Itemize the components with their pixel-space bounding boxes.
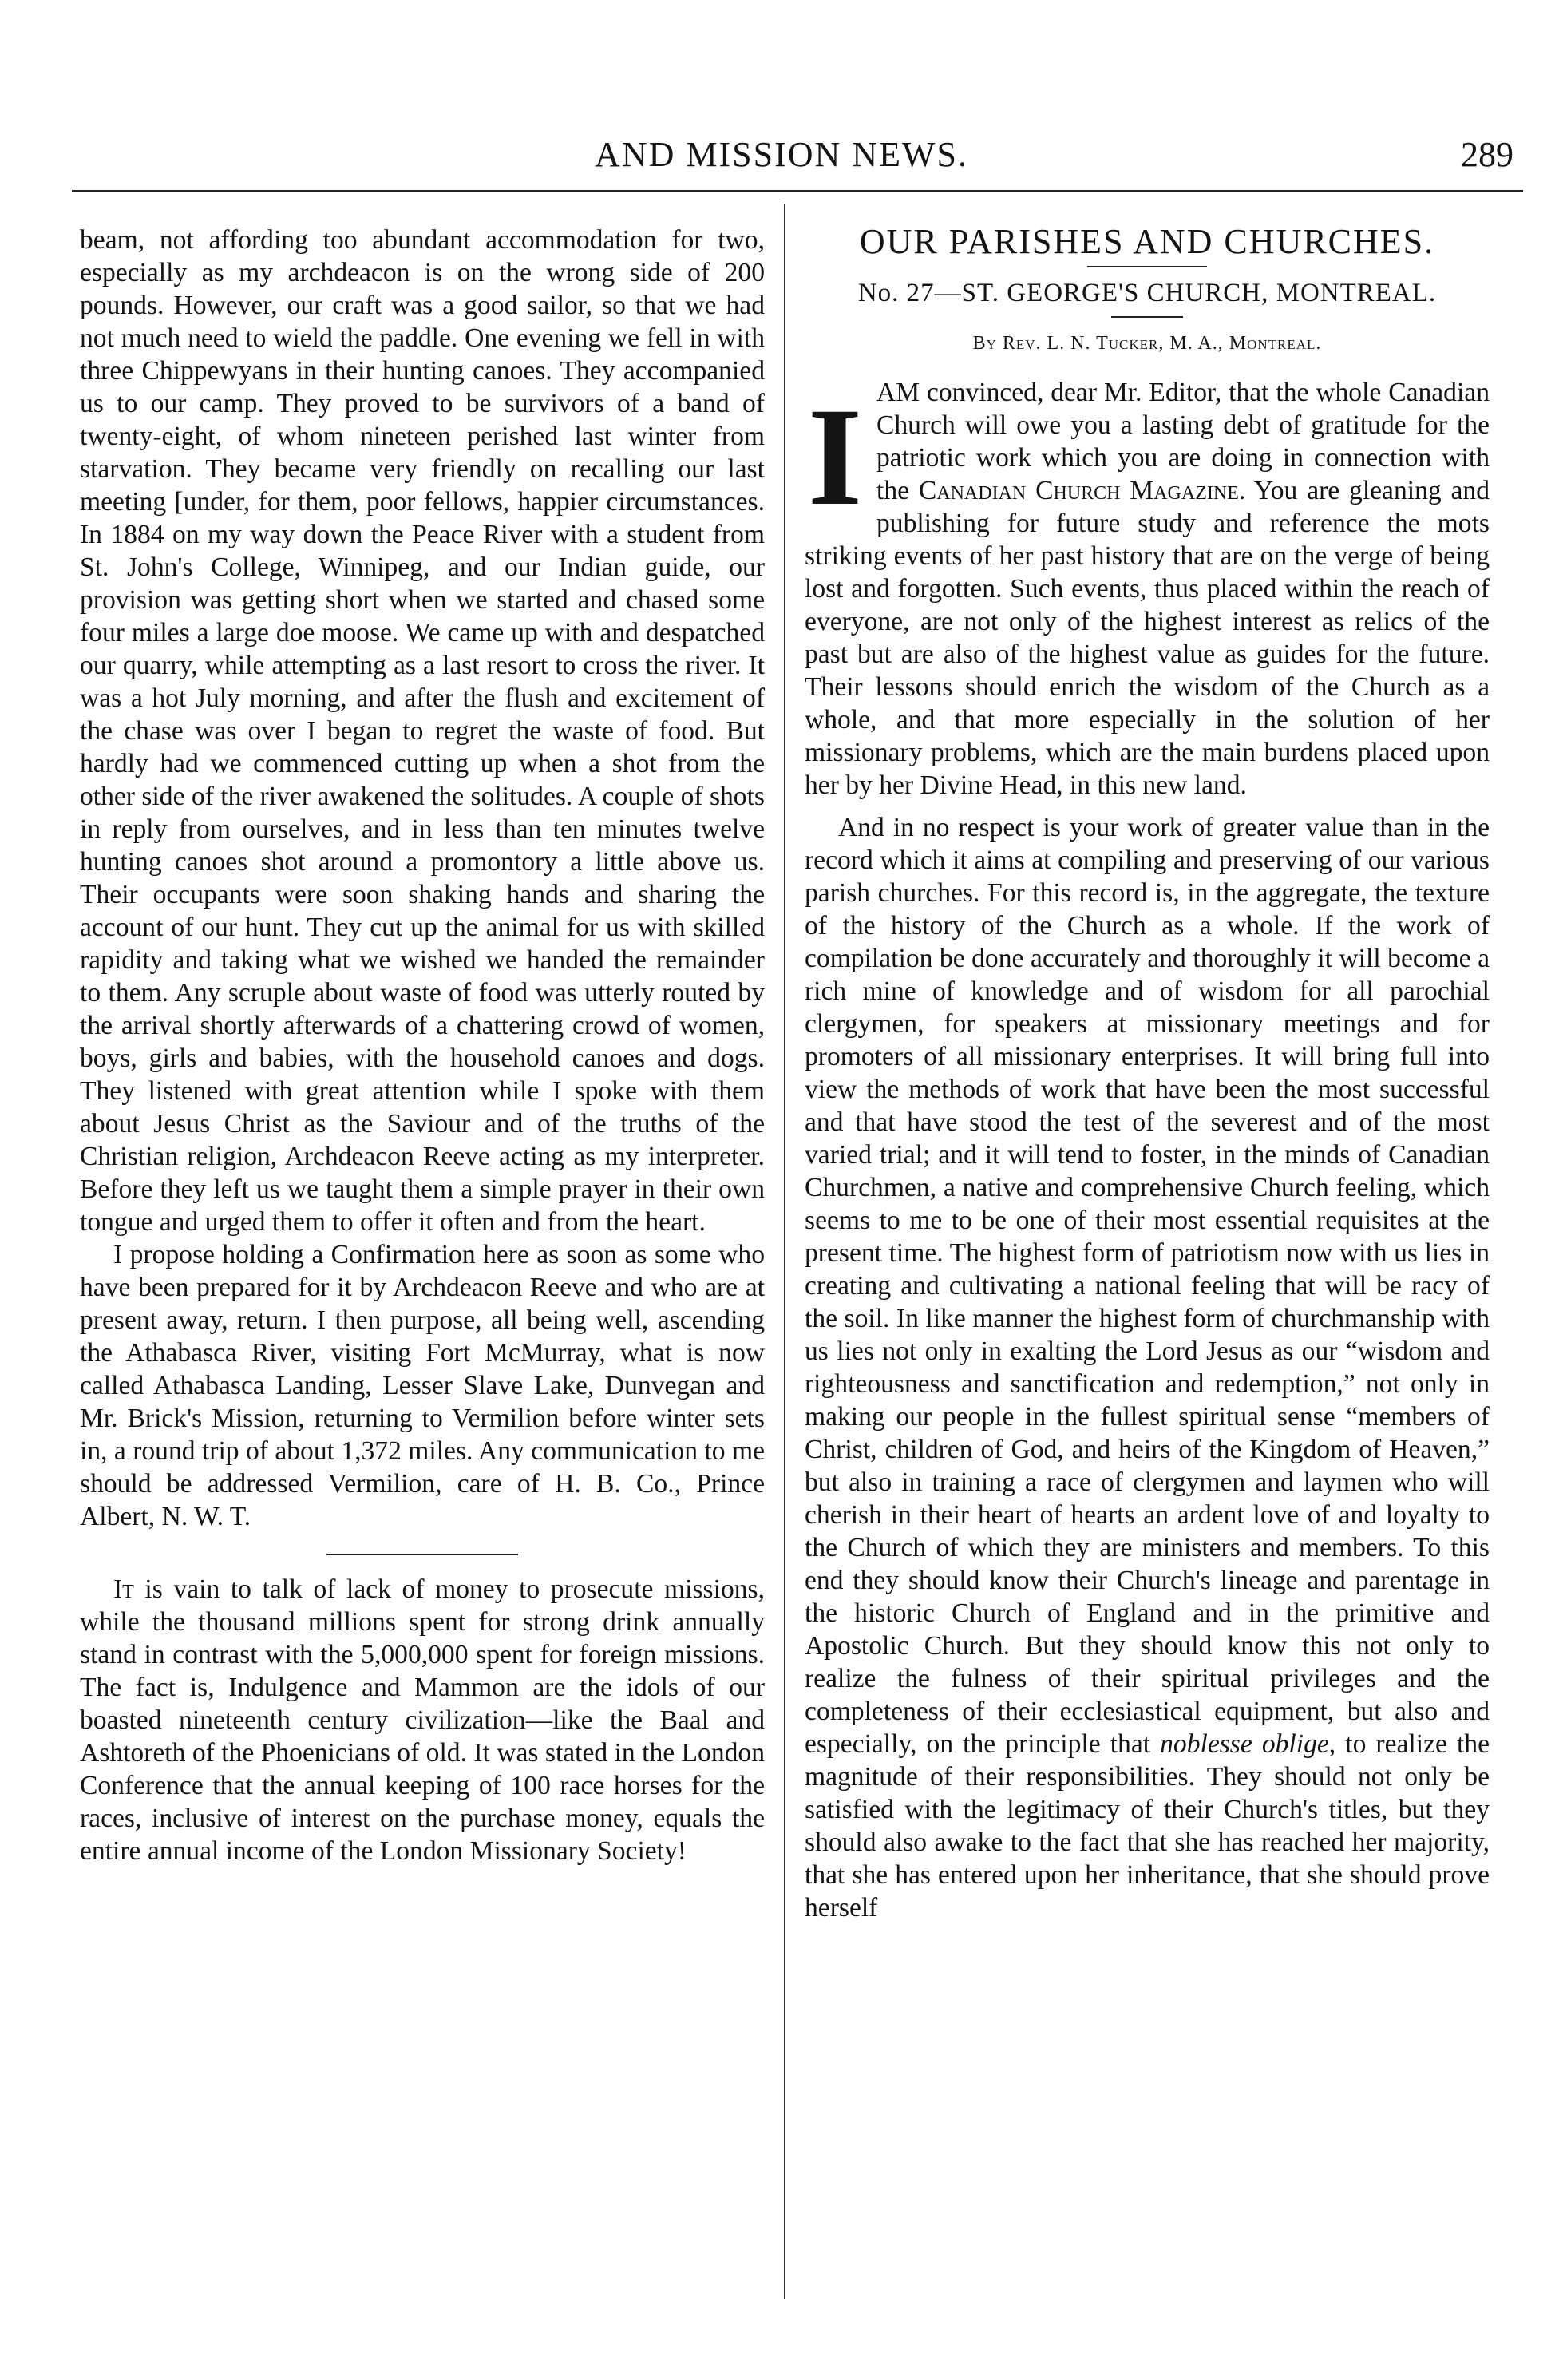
intro-end: . You are gleaning and publishing for future study and reference the mots striking events of her past history that are on the verge of being lost and forgotten. Such events, thus placed within the reach of everyone, are not only of the highest interest as relics of the past but are also of the highest value as guides for the future. Their lessons should enrich the wisdom of the Church as a whole, and that more especially in the solution of her missionary problems, which are the main burdens placed upon her by her Divine Head, in this new land. [805,476,1490,800]
subtitle-rule [1111,316,1183,318]
header-rule [72,190,1523,192]
intro-block [805,376,1490,802]
running-title: AND MISSION NEWS. [595,135,968,174]
left-paragraph-3 [80,1573,765,1867]
column-divider [784,204,785,2299]
paragraph-3-rest: is vain to talk of lack of money to prosecute missions, while the thousand millions spent for strong drink annually stand in contrast with the 5,000,000 spent for foreign missions. The fact is, Indulgence and Mammon are the idols of our boasted nineteenth century civilization—like the Baal and Ashtoreth of the Phoenicians of old. It was stated in the London Conference that the annual keeping of 100 race horses for the races, inclusive of interest on the purchase money, equals the entire annual income of the London Missionary Society! [80,1574,765,1866]
page-number: 289 [1461,135,1514,174]
noblesse-oblige: noblesse oblige [1160,1729,1329,1759]
paragraph-3-lead: It [113,1574,134,1604]
intro-paragraph [805,376,1490,802]
paragraph-2-end: , to realize the magnitude of their responsibilities. They should not only be satisfied with the legitimacy of their Church's titles, but they should also awake to the fact that she has reached her majority, that she has entered upon her inheritance, that she should prove herself [805,1729,1490,1923]
right-paragraph-2 [805,811,1490,1924]
magazine-name: Canadian Church Magazine [918,476,1239,505]
right-column [805,224,1490,1924]
section-rule [326,1554,518,1555]
byline: By Rev. L. N. Tucker, M. A., Montreal. [972,333,1322,354]
title-rule [1087,266,1207,267]
left-column [80,224,765,1867]
left-paragraph-2: I propose holding a Confirmation here as soon as some who have been prepared for it by Archdeacon Reeve and who are at present away, return. I then purpose, all being well, ascending the Athabasca River, visiting Fort McMurray, what is now called Athabasca Landing, Lesser Slave Lake, Dunvegan and Mr. Brick's Mission, returning to Vermilion before winter sets in, a round trip of about 1,372 miles. Any communication to me should be addressed Vermilion, care of H. B. Co., Prince Albert, N. W. T. [80,1240,765,1531]
section-title: OUR PARISHES AND CHURCHES. [859,222,1435,261]
dropcap-letter: I [807,379,863,535]
article-title: No. 27—ST. GEORGE'S CHURCH, MONTREAL. [857,279,1437,307]
intro-start: AM convinced, dear Mr. Editor, that the whole Canadian Church will owe you a lasting debt of gratitude for the patriotic work which you are doing in connection with the [876,378,1490,505]
left-paragraph-1: beam, not affording too abundant accommodation for two, especially as my archdeacon is on the wrong side of 200 pounds. However, our craft was a good sailor, so that we had not much need to wield the paddle. One evening we fell in with three Chippewyans in their hunting canoes. They accompanied us to our camp. They proved to be survivors of a band of twenty-eight, of whom nineteen perished last winter from starvation. They became very friendly on recalling our last meeting [under, for them, poor fellows, happier circumstances. In 1884 on my way down the Peace River with a student from St. John's College, Winnipeg, and our Indian guide, our provision was getting short when we started and chased some four miles a large doe moose. We came up with and despatched our quarry, while attempting as a last resort to cross the river. It was a hot July morning, and after the flush and excitement of the chase was over I began to regret the waste of food. But hardly had we commenced cutting up when a shot from the other side of the river awakened the solitudes. A couple of shots in reply from ourselves, and in less than ten minutes twelve hunting canoes shot around a promontory a little above us. Their occupants were soon shaking hands and sharing the account of our hunt. They cut up the animal for us with skilled rapidity and taking what we wished we handed the remainder to them. Any scruple about waste of food was utterly routed by the arrival shortly afterwards of a chattering crowd of women, boys, girls and babies, with the household canoes and dogs. They listened with great attention while I spoke with them about Jesus Christ as the Saviour and of the truths of the Christian religion, Archdeacon Reeve acting as my interpreter. Before they left us we taught them a simple prayer in their own tongue and urged them to offer it often and from the heart. [80,225,765,1237]
running-header [48,134,1515,182]
paragraph-2-start: And in no respect is your work of greater value than in the record which it aims at compiling and preserving of our various parish churches. For this record is, in the aggregate, the texture of the history of the Church as a whole. If the work of compilation be done accurately and thoroughly it will become a rich mine of knowledge and of wisdom for all parochial clergymen, for speakers at missionary meetings and for promoters of all missionary enterprises. It will bring full into view the methods of work that have been the most successful and that have stood the test of the severest and of the most varied trial; and it will tend to foster, in the minds of Canadian Churchmen, a native and comprehensive Church feeling, which seems to me to be one of their most essential requisites at the present time. The highest form of patriotism now with us lies in creating and cultivating a national feeling that will be racy of the soil. In like manner the highest form of churchmanship with us lies not only in exalting the Lord Jesus as our “wisdom and righteousness and sanctification and redemption,” not only in making our people in the fullest spiritual sense “members of Christ, children of God, and heirs of the Kingdom of Heaven,” but also in training a race of clergymen and laymen who will cherish in their heart of hearts an ardent love of and loyalty to the Church of which they are ministers and members. To this end they should know their Church's lineage and parentage in the historic Church of England and in the primitive and Apostolic Church. But they should know this not only to realize the fulness of their spiritual privileges and the completeness of their ecclesiastical equipment, but also and especially, on the principle that [805,813,1490,1759]
